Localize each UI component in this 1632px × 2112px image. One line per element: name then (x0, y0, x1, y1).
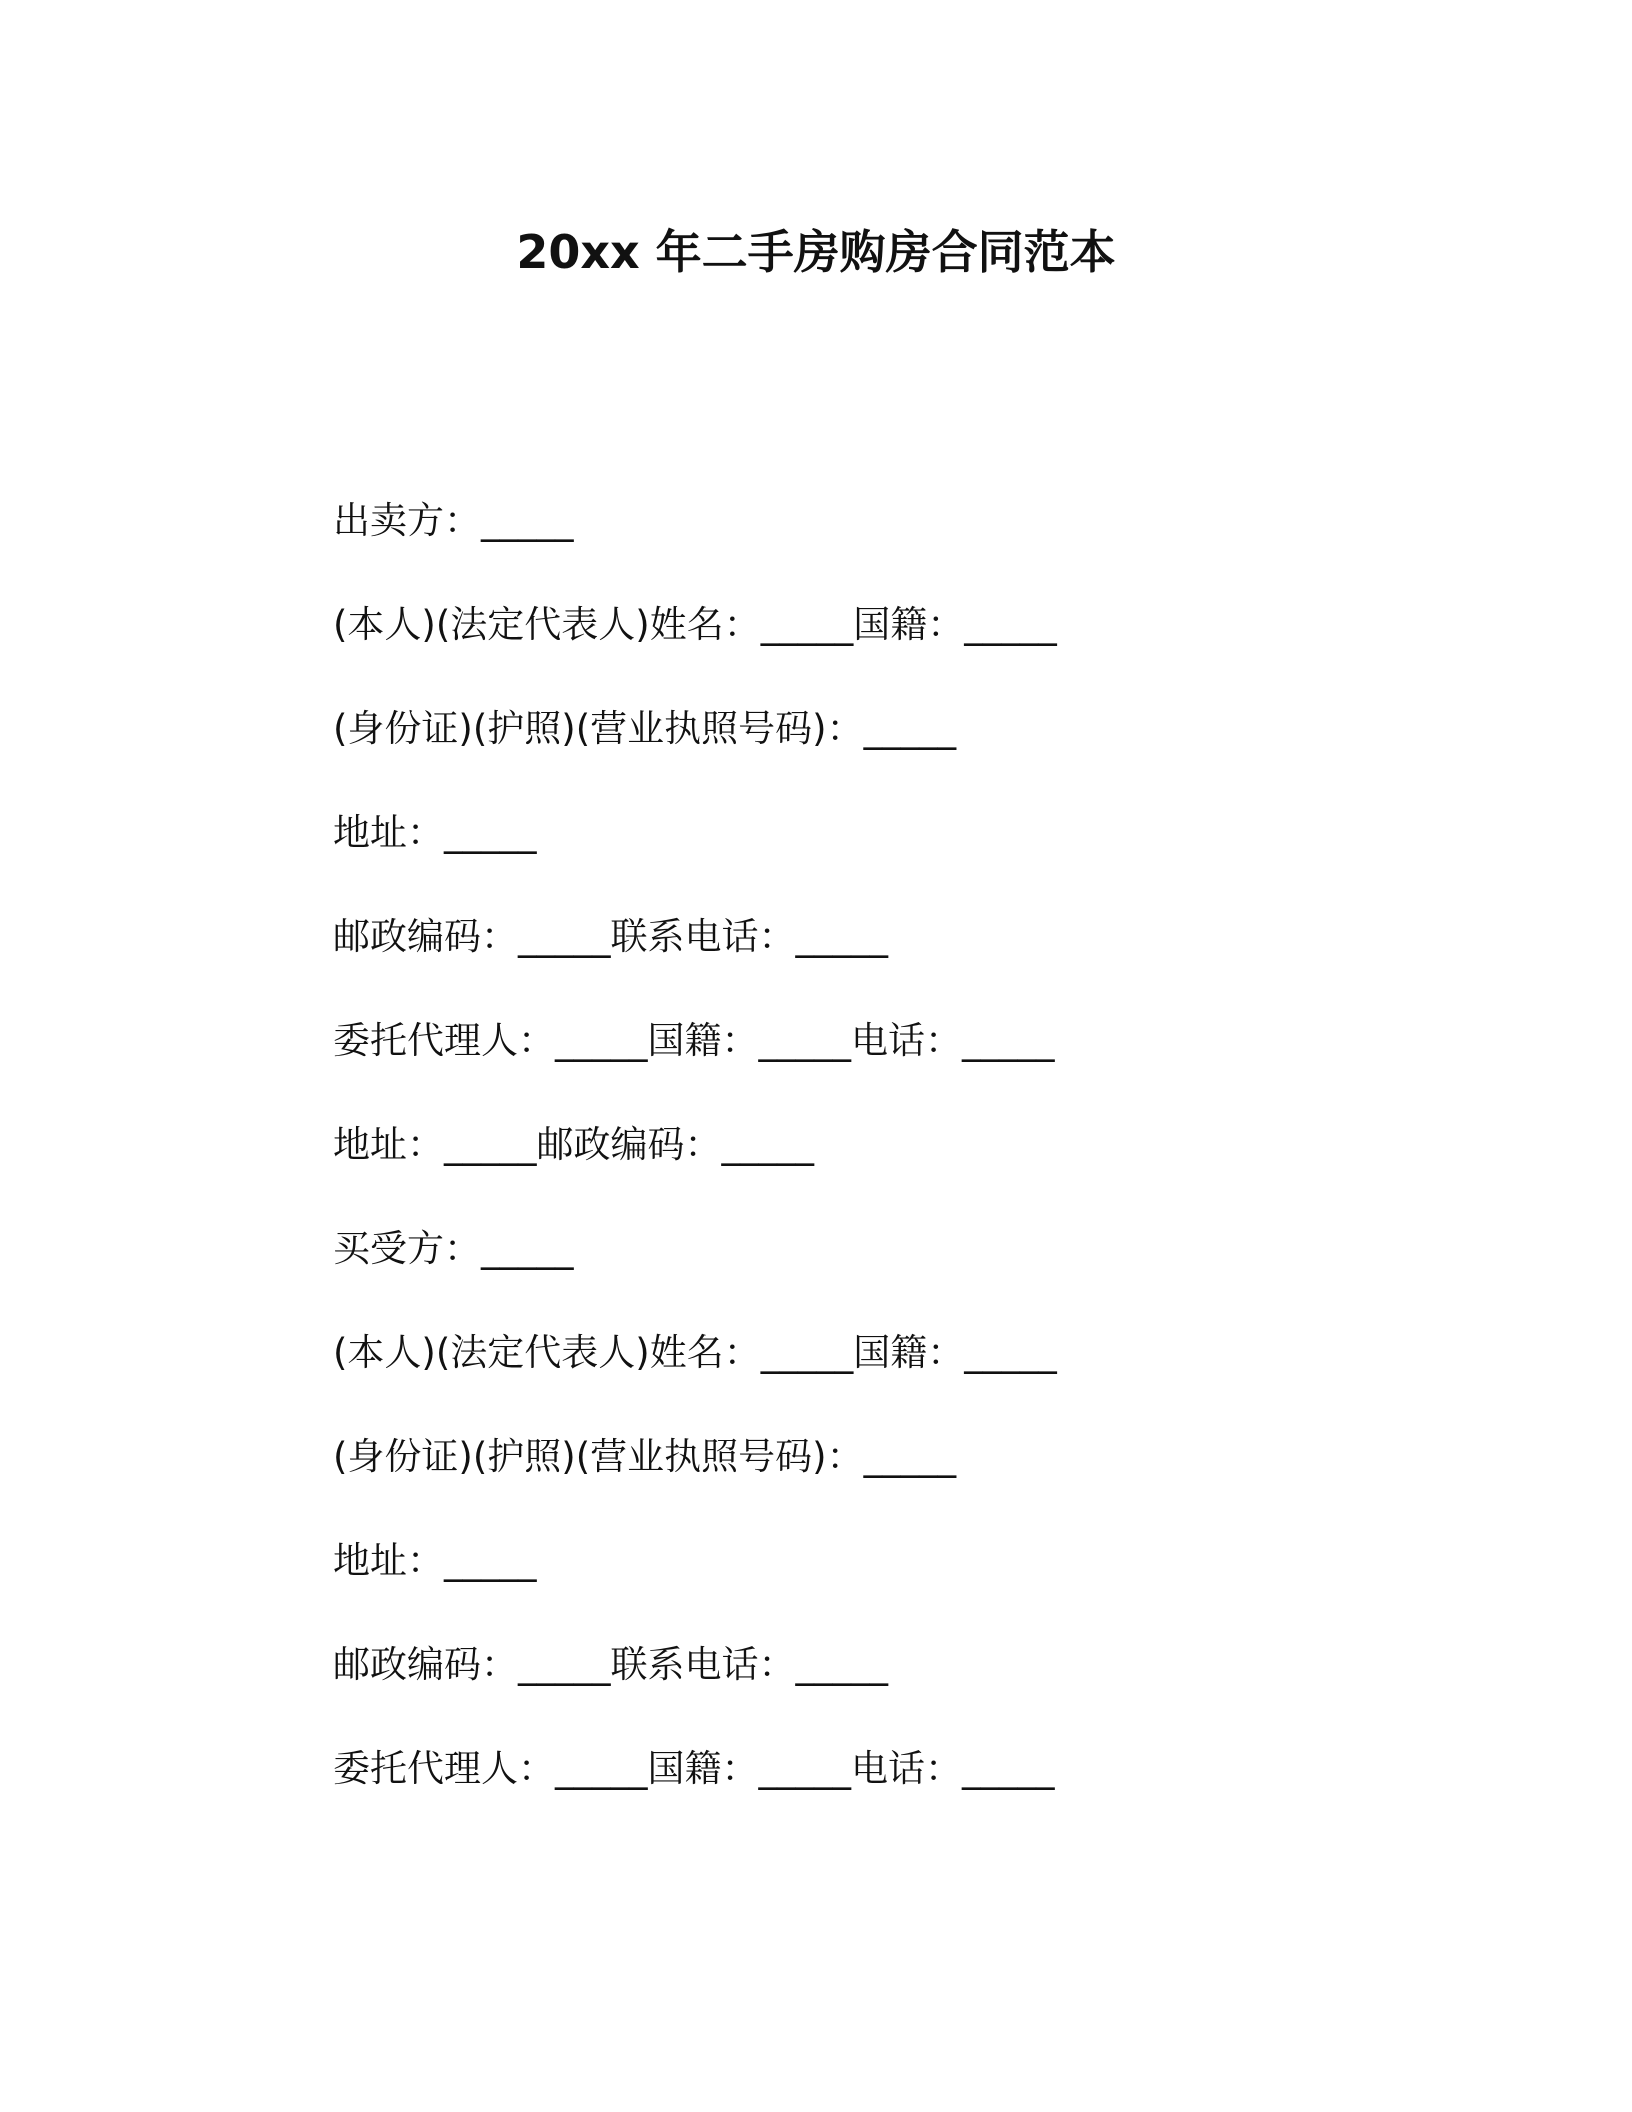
seller-agent-line: 委托代理人：_____国籍：_____电话：_____ (333, 1019, 1055, 1062)
buyer-name-nationality-line: (本人)(法定代表人)姓名：_____国籍：_____ (333, 1331, 1057, 1374)
buyer-id-number-line: (身份证)(护照)(营业执照号码)：_____ (333, 1435, 957, 1478)
seller-agent-address-line: 地址：_____邮政编码：_____ (333, 1123, 814, 1166)
seller-postcode-phone-line: 邮政编码：_____联系电话：_____ (333, 915, 888, 958)
seller-line: 出卖方：_____ (333, 499, 574, 542)
buyer-agent-line: 委托代理人：_____国籍：_____电话：_____ (333, 1747, 1055, 1790)
seller-name-nationality-line: (本人)(法定代表人)姓名：_____国籍：_____ (333, 603, 1057, 646)
buyer-postcode-phone-line: 邮政编码：_____联系电话：_____ (333, 1643, 888, 1686)
seller-id-number-line: (身份证)(护照)(营业执照号码)：_____ (333, 707, 957, 750)
contract-fields (333, 496, 1433, 1848)
buyer-line: 买受方：_____ (333, 1227, 574, 1270)
document-title: 20xx 年二手房购房合同范本 (516, 225, 1116, 279)
buyer-address-line: 地址：_____ (333, 1539, 537, 1582)
seller-address-line: 地址：_____ (333, 811, 537, 854)
